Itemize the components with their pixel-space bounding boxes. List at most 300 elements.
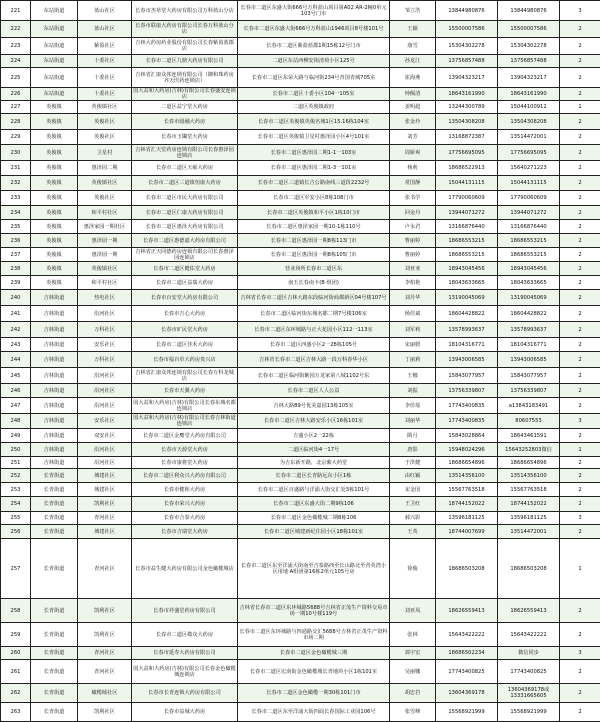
table-cell: 13596181125 xyxy=(436,512,498,525)
table-cell: 长春市健和大药房 xyxy=(132,483,238,497)
table-cell: 康雪 xyxy=(390,38,436,55)
table-cell: 由红颖 xyxy=(390,469,436,483)
table-cell: 王卫红 xyxy=(390,497,436,512)
table-cell: 240 xyxy=(1,290,31,306)
table-cell: 吉林省汇康众邦连锁有限公司长春万科龙城店 xyxy=(132,368,238,384)
table-row xyxy=(1,497,600,512)
table-cell: 18686502234 xyxy=(436,647,498,660)
table-cell: 2 xyxy=(560,599,600,623)
table-row xyxy=(1,262,600,276)
table-row xyxy=(1,322,600,338)
table-cell: 256 xyxy=(1,525,31,539)
table-cell: 13578993637 xyxy=(436,322,498,338)
table-cell: 长春市福百草大药房贵兴店 xyxy=(132,352,238,368)
table-cell: 长春市二道区西盛小区2一28栋105号 xyxy=(238,338,390,352)
table-cell: 222 xyxy=(1,21,31,38)
table-cell: 英俊镇社区 xyxy=(78,176,132,191)
table-cell: 英俊镇 xyxy=(31,262,78,276)
table-cell: 杨莉 xyxy=(390,161,436,176)
table-cell: 17756695095 xyxy=(498,145,560,161)
table-cell: 长春市二道区吉林大路安乐小区16栋101室 xyxy=(238,414,390,429)
table-cell: 长春市二道区东至洋浦大街南至吉泰路西至长山路北至青英湾小区用地 A组团第16栋2单元105号房 xyxy=(238,539,390,599)
table-cell: 吉林省长春市二道区吉林大路东段临河街商都新区04号楼107号 xyxy=(238,290,390,306)
table-cell: 15640271223 xyxy=(498,161,560,176)
table-cell: 曹丽婷 xyxy=(390,234,436,248)
table-cell: 2 xyxy=(560,384,600,398)
table-body xyxy=(1,1,600,722)
table-cell: 2 xyxy=(560,352,600,368)
table-cell: 长春市二道区金色橄榄城二期8栋106 xyxy=(238,512,390,525)
table-cell: 18943045456 xyxy=(436,262,498,276)
table-cell: 长春市二道区金鹰堂大药房有限公司 xyxy=(132,429,238,443)
table-cell: 英俊镇社区 xyxy=(78,101,132,114)
table-cell: 15044131115 xyxy=(498,176,560,191)
table-cell: 长春市二道区惠泽园二期1-1一103室 xyxy=(238,145,390,161)
table-row xyxy=(1,384,600,398)
table-cell: 吉林省长春市二道区吉林大路一段万科春华小区 xyxy=(238,352,390,368)
table-cell: 15568921999 xyxy=(498,703,560,722)
table-cell: 长青街道 xyxy=(31,525,78,539)
table-cell: 吉林省汇天堂药房连锁有限公司长春惠泽园连锁店 xyxy=(132,145,238,161)
table-cell: 英俊镇 xyxy=(31,114,78,130)
table-cell: 261 xyxy=(1,660,31,684)
table-cell: 长青街道 xyxy=(31,684,78,703)
table-cell: 二道区东站西柳安街清荷小区125号 xyxy=(238,55,390,68)
table-cell: 2 xyxy=(560,68,600,88)
table-cell: 2 xyxy=(560,130,600,145)
table-cell: 245 xyxy=(1,368,31,384)
table-cell: 吉林省长春市二道区东环城路5688号吉林省正茂生产资料交易市场一期10号楼119号 xyxy=(238,599,390,623)
table-cell: 长春市吉心大药房 xyxy=(132,306,238,322)
table-cell: 十委社区 xyxy=(78,55,132,68)
table-cell: 吉林街道 xyxy=(31,398,78,414)
table-cell: 259 xyxy=(1,623,31,647)
table-row xyxy=(1,469,600,483)
table-cell: 和平村社区 xyxy=(78,276,132,290)
table-cell: 13904323217 xyxy=(436,68,498,88)
table-cell: 长春市二道区十委小区104一105室 xyxy=(238,88,390,101)
table-cell: 长春市二道区临河街东城名都二期7号楼106室 xyxy=(238,306,390,322)
table-cell: 长春市二道区惠泽园二期1-3一101室 xyxy=(238,161,390,176)
table-cell: 236 xyxy=(1,234,31,248)
table-cell: 吉林街道 xyxy=(31,368,78,384)
table-cell: 243 xyxy=(1,338,31,352)
table-cell: 英俊社区 xyxy=(78,191,132,206)
table-cell: 18744152022 xyxy=(498,497,560,512)
table-cell: 13904323217 xyxy=(498,68,560,88)
table-cell: 隋月 xyxy=(390,429,436,443)
table-cell: 东站街道 xyxy=(31,21,78,38)
table-cell: 13844980876 xyxy=(436,1,498,21)
table-cell: 15044100912 xyxy=(498,101,560,114)
table-cell: 2 xyxy=(560,703,600,722)
table-cell: 2 xyxy=(560,497,600,512)
table-cell: 长春市二道区九鼎大药房有限公司 xyxy=(132,55,238,68)
table-cell: 万科社区 xyxy=(78,352,132,368)
table-cell: 15643252803微信 xyxy=(498,443,560,457)
table-cell: 惠泽家园一期社区 xyxy=(78,220,132,234)
table-cell: 长春市二道区敬众大药房 xyxy=(132,623,238,647)
table-cell: 2 xyxy=(560,290,600,306)
table-cell: 长春市二道区城建新纪住园小区18栋101室 xyxy=(238,525,390,539)
table-cell: 2 xyxy=(560,191,600,206)
table-cell: 18043633665 xyxy=(436,276,498,290)
table-cell: 18604428822 xyxy=(436,306,498,322)
table-cell: 李柏艳 xyxy=(390,276,436,290)
table-cell: 13168872387 xyxy=(436,130,498,145)
table-cell: 英俊镇 xyxy=(31,145,78,161)
table-row xyxy=(1,512,600,525)
table-cell: 长春市天翼大药房 xyxy=(132,384,238,398)
table-cell: 长春市天源堂大药房 xyxy=(132,443,238,457)
table-cell: 255 xyxy=(1,512,31,525)
table-cell: 239 xyxy=(1,276,31,290)
table-cell: 252 xyxy=(1,469,31,483)
table-cell: 2 xyxy=(560,206,600,220)
table-cell: 2 xyxy=(560,38,600,55)
table-cell: 2 xyxy=(560,145,600,161)
table-cell: 长春市二道区长青路远东小区1栋 xyxy=(238,469,390,483)
table-cell: 13596181125 xyxy=(498,512,560,525)
table-cell: 262 xyxy=(1,684,31,703)
table-cell: 13166876440 xyxy=(436,220,498,234)
table-cell: 吴丽娜 xyxy=(390,660,436,684)
table-cell: 为吉东新开路，北京紫大药堂 xyxy=(238,457,390,469)
table-cell: 张雪峰 xyxy=(390,703,436,722)
table-cell: 英俊社区 xyxy=(78,130,132,145)
table-cell: 吉林省汇康众邦连锁有限公司（御和珠药房齐天医药连锁店） xyxy=(132,68,238,88)
table-cell: 吉林街道 xyxy=(31,322,78,338)
table-cell: 230 xyxy=(1,145,31,161)
table-cell: 青河社区 xyxy=(78,512,132,525)
table-cell: 17743400835 xyxy=(436,398,498,414)
table-cell: 18744152022 xyxy=(436,497,498,512)
table-cell: 长春市吉瑞堂大药房 xyxy=(132,525,238,539)
table-cell: 胡忠岩 xyxy=(390,684,436,703)
table-cell: 13756339807 xyxy=(436,384,498,398)
table-cell: 13190045069 xyxy=(498,290,560,306)
table-cell: 长春市二道区仁康大药房有限公司 xyxy=(132,206,238,220)
table-cell: 吉林街道 xyxy=(31,457,78,469)
table-row xyxy=(1,38,600,55)
table-cell: 18626559413 xyxy=(498,599,560,623)
table-cell: 257 xyxy=(1,539,31,599)
table-cell: 国大益和大药房(吉林)有限公司长春盛安连锁店 xyxy=(132,88,238,101)
table-cell: 13844980876 xyxy=(498,1,560,21)
table-row xyxy=(1,647,600,660)
table-cell: 沿河社区 xyxy=(78,306,132,322)
table-cell: 长青街道 xyxy=(31,623,78,647)
table-cell: 长春市二道区惠泽家园一期10-1栋110号 xyxy=(238,220,390,234)
table-cell: 和平村社区 xyxy=(78,206,132,220)
table-cell: 长春市二道区宏南街金色橄榄城长青地块小区1栋101室 xyxy=(238,660,390,684)
table-cell: 17743400825 xyxy=(498,660,560,684)
table-row xyxy=(1,191,600,206)
table-cell: 长春市二道区英俊镇英俊名城1区15.16栋104室 xyxy=(238,114,390,130)
table-cell: 263 xyxy=(1,703,31,722)
table-cell: 260 xyxy=(1,647,31,660)
table-cell: 18744007699 xyxy=(436,525,498,539)
table-cell: 二道区英俊镇政府 xyxy=(238,101,390,114)
table-cell: 15843077957 xyxy=(436,368,498,384)
table-cell: 长春市二道区三道镇恒康大药房 xyxy=(132,176,238,191)
table-cell: 13244300789 xyxy=(436,101,498,114)
table-cell: 15500007586 xyxy=(498,21,560,38)
table-cell: 凯利社区 xyxy=(78,623,132,647)
table-cell: 长春市二道区英俊镇和平小区1栋10门市 xyxy=(238,206,390,220)
table-cell: 长春市二道区益瑞大药房 xyxy=(132,276,238,290)
table-cell: 卫星村 xyxy=(78,145,132,161)
table-cell: 曹丽婷 xyxy=(390,248,436,262)
table-cell: 东站街道 xyxy=(31,1,78,21)
table-cell: 15304302278 xyxy=(498,38,560,55)
table-cell: 凯利社区 xyxy=(78,599,132,623)
table-cell: 长春市二道区东环城路与正大花园小区112一113室 xyxy=(238,322,390,338)
table-cell: 234 xyxy=(1,206,31,220)
table-cell: 沿河社区 xyxy=(78,398,132,414)
table-cell: 南玉长春南卡(B 组团) xyxy=(238,276,390,290)
table-cell: 长春市荣兴大药房 xyxy=(132,497,238,512)
table-cell: 十委社区 xyxy=(78,88,132,101)
table-cell: 英俊镇 xyxy=(31,220,78,234)
table-cell: 2 xyxy=(560,88,600,101)
table-row xyxy=(1,276,600,290)
table-cell: 热电社区 xyxy=(78,290,132,306)
table-row xyxy=(1,68,600,88)
table-cell: 13166876440 xyxy=(498,220,560,234)
table-cell: 2 xyxy=(560,220,600,234)
table-cell: 18043633665 xyxy=(498,276,560,290)
table-cell: 二道区益宁堂大药房 xyxy=(132,101,238,114)
table-cell: 长春市二道区惠泽园一期8栋105门市 xyxy=(238,248,390,262)
table-cell: 沿河社区 xyxy=(78,443,132,457)
table-cell: 18643461591 xyxy=(498,429,560,443)
table-cell: 226 xyxy=(1,88,31,101)
table-cell: 沿河社区 xyxy=(78,384,132,398)
table-cell: 长春市二道区利众兴大药房有限公司 xyxy=(132,469,238,483)
table-cell: 15643422222 xyxy=(436,623,498,647)
table-row xyxy=(1,539,600,599)
table-cell: 13504308208 xyxy=(436,114,498,130)
table-cell: 凯利社区 xyxy=(78,703,132,722)
table-cell: 刘芳 xyxy=(390,130,436,145)
table-cell: 刘丹华 xyxy=(390,290,436,306)
table-cell: 于洪健 xyxy=(390,457,436,469)
table-row xyxy=(1,306,600,322)
table-cell: 15567763518 xyxy=(436,483,498,497)
table-cell: 青河社区 xyxy=(78,539,132,599)
table-row xyxy=(1,398,600,414)
table-cell: 长春市二道区惠泽大药房有限公司 xyxy=(132,220,238,234)
table-cell: 15843028864 xyxy=(436,429,498,443)
table-cell: 英俊镇社区 xyxy=(78,262,132,276)
table-cell: 13578993637 xyxy=(498,322,560,338)
table-cell: 长青街道 xyxy=(31,647,78,660)
table-cell: 英俊镇 xyxy=(31,248,78,262)
table-cell: 长青街道 xyxy=(31,703,78,722)
table-row xyxy=(1,234,600,248)
table-cell: 吉林街道 xyxy=(31,443,78,457)
table-cell: 刘亚亚 xyxy=(390,262,436,276)
table-cell: 吉林街道 xyxy=(31,429,78,443)
table-cell: 2 xyxy=(560,161,600,176)
table-cell: 姜明超 xyxy=(390,101,436,114)
table-row xyxy=(1,599,600,623)
table-cell: 凯利社区 xyxy=(78,497,132,512)
table-cell: 长春市二道区天硕大药房 xyxy=(132,161,238,176)
table-cell: 18686503208 xyxy=(498,539,560,599)
table-cell: 18686654896 xyxy=(436,457,498,469)
table-row xyxy=(1,623,600,647)
table-cell: 18643161990 xyxy=(436,88,498,101)
table-cell: 周娇爽 xyxy=(390,145,436,161)
table-cell: 英俊镇 xyxy=(31,130,78,145)
table-cell: 18686553215 xyxy=(498,248,560,262)
table-cell: 安乐社区 xyxy=(78,338,132,352)
table-cell: 231 xyxy=(1,161,31,176)
table-cell: 蓝山社区 xyxy=(78,1,132,21)
table-cell: 2 xyxy=(560,483,600,497)
table-cell: 18686553215 xyxy=(436,248,498,262)
table-cell: 蓝山社区 xyxy=(78,21,132,38)
table-cell: 18104316771 xyxy=(436,338,498,352)
table-cell: 长春市二道区金色橄榄一期30栋101门市 xyxy=(238,684,390,703)
table-cell: 1 xyxy=(560,539,600,599)
table-cell: 2 xyxy=(560,398,600,414)
table-cell: 17743400835 xyxy=(436,414,498,429)
table-cell: 248 xyxy=(1,414,31,429)
table-row xyxy=(1,368,600,384)
table-cell: 224 xyxy=(1,55,31,68)
table-cell: 长春市二道区惠泽园一期8栋113门市 xyxy=(238,234,390,248)
table-row xyxy=(1,101,600,114)
table-cell: 2 xyxy=(560,338,600,352)
table-cell: 15568921999 xyxy=(436,703,498,722)
table-cell: 15643422222 xyxy=(498,623,560,647)
table-cell: 17790060609 xyxy=(498,191,560,206)
table-row xyxy=(1,525,600,539)
table-cell: 微信同步 xyxy=(498,647,560,660)
table-cell: 长春市二道区东环城路与四通路交汇5688号吉林省正茂生产资料市场二期 xyxy=(238,623,390,647)
table-cell: 13756857488 xyxy=(498,55,560,68)
table-cell: 13943006585 xyxy=(498,352,560,368)
table-cell: 长春市二道区人人公益 xyxy=(238,384,390,398)
table-row xyxy=(1,55,600,68)
table-cell: 英俊社区 xyxy=(78,114,132,130)
table-cell: 吉林街道 xyxy=(31,384,78,398)
table-cell: 长春市二道区市民大药房有限公司 xyxy=(132,191,238,206)
table-cell: 紫盈社区 xyxy=(78,38,132,55)
table-cell: 吉林大路89号优美嘉园13栋105室 xyxy=(238,398,390,414)
table-cell: 安乐社区 xyxy=(78,414,132,429)
table-cell: 东站街道 xyxy=(31,68,78,88)
table-cell: 253 xyxy=(1,483,31,497)
table-cell: 15304302278 xyxy=(436,38,498,55)
table-cell: 249 xyxy=(1,429,31,443)
table-row xyxy=(1,130,600,145)
table-cell: 吉林街道 xyxy=(31,290,78,306)
table-cell: 城建社区 xyxy=(78,525,132,539)
table-cell: 3 xyxy=(560,647,600,660)
table-cell: 228 xyxy=(1,114,31,130)
table-cell: 2 xyxy=(560,660,600,684)
table-cell: 251 xyxy=(1,457,31,469)
table-cell: 长春市二道区健佑堂大药房 xyxy=(132,262,238,276)
table-cell: 东站街道 xyxy=(31,55,78,68)
table-cell: 长春市二道区三道镇长吉公路南线三道段2232号 xyxy=(238,176,390,191)
table-cell: 张书学 xyxy=(390,191,436,206)
table-cell: 17790060609 xyxy=(436,191,498,206)
table-row xyxy=(1,660,600,684)
table-cell: 13756339807 xyxy=(498,384,560,398)
table-cell: 241 xyxy=(1,306,31,322)
table-cell: 2 xyxy=(560,234,600,248)
table-cell: 徐俊 xyxy=(390,539,436,599)
table-cell: 247 xyxy=(1,398,31,414)
table-cell: 宋丽媛 xyxy=(390,338,436,352)
table-cell: 13514472001 xyxy=(498,525,560,539)
table-cell: 15567763518 xyxy=(498,483,560,497)
table-cell: 238 xyxy=(1,262,31,276)
table-cell: 长春市玉镯堂大药房 xyxy=(132,130,238,145)
table-cell: 2 xyxy=(560,684,600,703)
table-cell: 回金丹 xyxy=(390,206,436,220)
table-cell: 233 xyxy=(1,191,31,206)
table-cell: 223 xyxy=(1,38,31,55)
table-cell: 18686522913 xyxy=(436,161,498,176)
table-cell: 18643161990 xyxy=(498,88,560,101)
table-row xyxy=(1,290,600,306)
table-cell: 长青街道 xyxy=(31,483,78,497)
table-cell: 国大益和大药房(吉林)有限公司长春金色橄榄城连锁店 xyxy=(132,660,238,684)
table-cell: 15044131115 xyxy=(436,176,498,191)
table-cell: 2 xyxy=(560,248,600,262)
table-cell: 2 xyxy=(560,276,600,290)
table-cell: 13943006585 xyxy=(436,352,498,368)
table-cell: 长春市二道区英俊镇卫星村惠泽园小区4号101室 xyxy=(238,130,390,145)
table-cell: a13843183491 xyxy=(498,398,560,414)
table-cell: 长春市祥盛堂药房有限公司 xyxy=(132,599,238,623)
table-cell: 沿河社区 xyxy=(78,457,132,469)
table-cell: 3 xyxy=(560,512,600,525)
table-cell: 惠泽园一期 xyxy=(78,234,132,248)
table-cell: 长春市康将堂大药房 xyxy=(132,457,238,469)
table-cell: 2 xyxy=(560,469,600,483)
table-cell: 沿河社区 xyxy=(78,368,132,384)
table-cell: 2 xyxy=(560,176,600,191)
table-cell: 13514356100 xyxy=(436,469,498,483)
table-cell: 225 xyxy=(1,68,31,88)
table-cell: 18686553215 xyxy=(498,234,560,248)
table-cell: 长春市延寿大药房有限公司 xyxy=(132,647,238,660)
table-cell: 十委社区 xyxy=(78,68,132,88)
table-cell: 3 xyxy=(560,1,600,21)
table-cell: 237 xyxy=(1,248,31,262)
table-cell: 长春市杰草堂大药房有限公司万科蓝山分店 xyxy=(132,1,238,21)
table-cell: 邹立浩 xyxy=(390,1,436,21)
table-cell: 吉盛小区2一22栋 xyxy=(238,429,390,443)
table-cell: 青河社区 xyxy=(78,647,132,660)
table-row xyxy=(1,443,600,457)
table-cell: 232 xyxy=(1,176,31,191)
table-cell: 长春市二道区佳禾大药房 xyxy=(132,338,238,352)
table-row xyxy=(1,483,600,497)
table-cell: 郭宇宏 xyxy=(390,647,436,660)
table-cell: 18604428822 xyxy=(498,306,560,322)
table-cell: 王颖 xyxy=(390,21,436,38)
table-cell: 二道区临河街4一17号 xyxy=(238,443,390,457)
table-cell: 长青街道 xyxy=(31,512,78,525)
